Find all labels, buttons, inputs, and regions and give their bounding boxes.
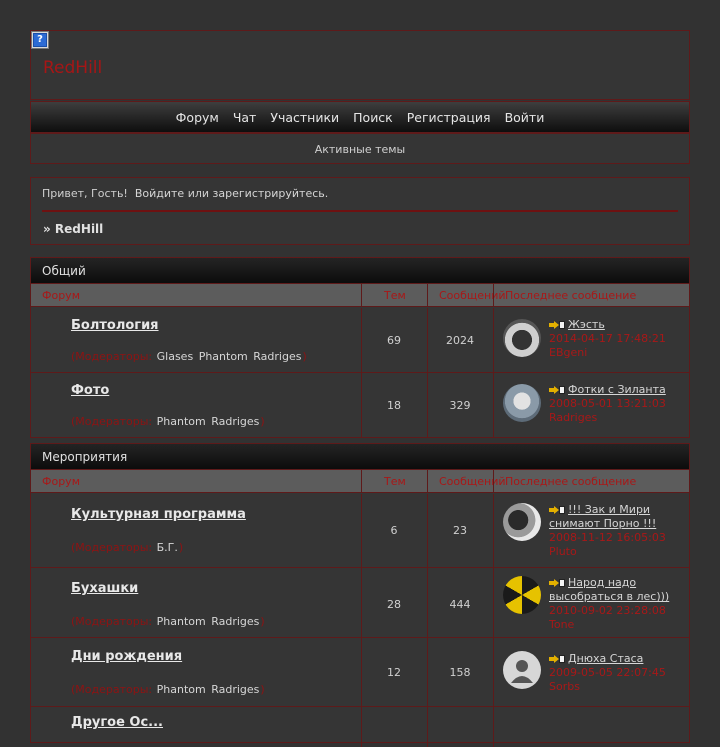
posts-count: 444: [449, 598, 471, 611]
forum-title[interactable]: Дни рождения: [71, 649, 183, 664]
moderator-link[interactable]: Radriges: [211, 415, 260, 428]
goto-new-post-icon[interactable]: [549, 506, 565, 515]
last-post-author[interactable]: Sorbs: [549, 680, 580, 693]
category-header: [31, 444, 689, 470]
col-topics: Тем: [384, 289, 406, 302]
moderator-link[interactable]: Phantom: [156, 615, 206, 628]
divider: [42, 210, 678, 212]
posts-count: 2024: [446, 334, 474, 347]
posts-count: 23: [453, 524, 467, 537]
category-general: [30, 257, 690, 438]
last-post-author[interactable]: Tone: [549, 618, 575, 631]
last-post-link[interactable]: Фотки с Зиланта: [568, 383, 666, 396]
forum-title[interactable]: Другое Ос...: [71, 715, 163, 730]
last-post-date: 2008-05-01 13:21:03: [549, 397, 666, 410]
forum-row[interactable]: [31, 638, 689, 707]
moderator-link[interactable]: Glases: [156, 350, 194, 363]
last-post-link[interactable]: Народ надо высобраться в лес))): [549, 576, 670, 603]
topics-count: 12: [387, 666, 401, 679]
posts-count: 329: [449, 399, 471, 412]
main-nav: [30, 101, 690, 133]
user-avatar-icon[interactable]: [503, 651, 541, 689]
forum-title[interactable]: Бухашки: [71, 581, 139, 596]
posts-count: 158: [449, 666, 471, 679]
forum-row[interactable]: [31, 568, 689, 638]
last-post-link[interactable]: Днюха Стаса: [568, 652, 644, 665]
nav-chat[interactable]: Чат: [232, 109, 257, 125]
avatar[interactable]: [503, 384, 541, 422]
col-topics: Тем: [384, 475, 406, 488]
help-icon[interactable]: ?: [31, 31, 49, 49]
goto-new-post-icon[interactable]: [549, 386, 565, 395]
col-last: Последнее сообщение: [505, 475, 637, 488]
col-posts: Сообщений: [439, 289, 506, 302]
category-title: Мероприятия: [42, 450, 128, 464]
welcome-box: [30, 177, 690, 245]
forum-row[interactable]: [31, 494, 689, 568]
topics-count: 18: [387, 399, 401, 412]
topics-count: 28: [387, 598, 401, 611]
moderator-link[interactable]: Б.Г.: [156, 541, 178, 554]
greeting-line: [42, 187, 328, 200]
site-header: [30, 30, 690, 100]
topics-count: 69: [387, 334, 401, 347]
last-post-link[interactable]: !!! Зак и Мири снимают Порно !!!: [549, 503, 657, 530]
moderator-link[interactable]: Phantom: [156, 683, 206, 696]
last-post: [549, 503, 679, 559]
avatar[interactable]: [503, 503, 541, 541]
last-post: [549, 652, 679, 694]
moderators: (Модераторы: Б.Г.): [71, 541, 184, 554]
col-posts: Сообщений: [439, 475, 506, 488]
moderators: (Модераторы: Glases Phantom Radriges): [71, 350, 307, 363]
last-post-date: 2010-09-02 23:28:08: [549, 604, 666, 617]
nav-register[interactable]: Регистрация: [406, 109, 491, 125]
last-post: [549, 383, 679, 425]
forum-title[interactable]: Фото: [71, 383, 110, 398]
moderators: (Модераторы: Phantom Radriges): [71, 683, 265, 696]
moderator-link[interactable]: Phantom: [156, 415, 206, 428]
goto-new-post-icon[interactable]: [549, 655, 565, 664]
column-header: [31, 284, 689, 307]
topics-count: 6: [390, 524, 398, 537]
last-post-author[interactable]: EBgeni: [549, 346, 588, 359]
register-link[interactable]: зарегистрируйтесь: [212, 187, 325, 200]
goto-new-post-icon[interactable]: [549, 321, 565, 330]
last-post-author[interactable]: Radriges: [549, 411, 598, 424]
forum-title[interactable]: Культурная программа: [71, 507, 246, 522]
site-title[interactable]: RedHill: [43, 58, 103, 78]
category-header: [31, 258, 689, 284]
last-post: [549, 318, 679, 360]
avatar[interactable]: [503, 576, 541, 614]
category-title: Общий: [42, 264, 86, 278]
forum-row[interactable]: [31, 707, 689, 747]
goto-new-post-icon[interactable]: [549, 579, 565, 588]
breadcrumb[interactable]: » RedHill: [43, 222, 104, 236]
col-forum: Форум: [42, 289, 80, 302]
column-header: [31, 470, 689, 493]
nav-forum[interactable]: Форум: [175, 109, 219, 125]
moderator-link[interactable]: Phantom: [198, 350, 248, 363]
moderators: (Модераторы: Phantom Radriges): [71, 415, 265, 428]
moderator-link[interactable]: Radriges: [253, 350, 302, 363]
col-forum: Форум: [42, 475, 80, 488]
forum-row[interactable]: [31, 373, 689, 438]
last-post-author[interactable]: Pluto: [549, 545, 577, 558]
last-post: [549, 576, 679, 632]
forum-title[interactable]: Болтология: [71, 318, 159, 333]
greeting-dot: .: [324, 187, 329, 200]
greeting-text: Привет, Гость!: [42, 187, 128, 200]
moderators: (Модераторы: Phantom Radriges): [71, 615, 265, 628]
category-events: [30, 443, 690, 743]
col-last: Последнее сообщение: [505, 289, 637, 302]
nav-search[interactable]: Поиск: [353, 109, 393, 125]
last-post-date: 2008-11-12 16:05:03: [549, 531, 666, 544]
moderator-link[interactable]: Radriges: [211, 615, 260, 628]
active-topics-link[interactable]: Активные темы: [314, 143, 406, 156]
moderator-link[interactable]: Radriges: [211, 683, 260, 696]
avatar[interactable]: [503, 319, 541, 357]
or-text: или: [187, 187, 210, 200]
login-link[interactable]: Войдите: [134, 187, 185, 200]
forum-row[interactable]: [31, 308, 689, 373]
last-post-date: 2014-04-17 17:48:21: [549, 332, 666, 345]
nav-members[interactable]: Участники: [270, 109, 340, 125]
last-post-link[interactable]: Жэсть: [568, 318, 605, 331]
active-topics-bar: [30, 133, 690, 164]
nav-login[interactable]: Войти: [504, 109, 545, 125]
last-post-date: 2009-05-05 22:07:45: [549, 666, 666, 679]
